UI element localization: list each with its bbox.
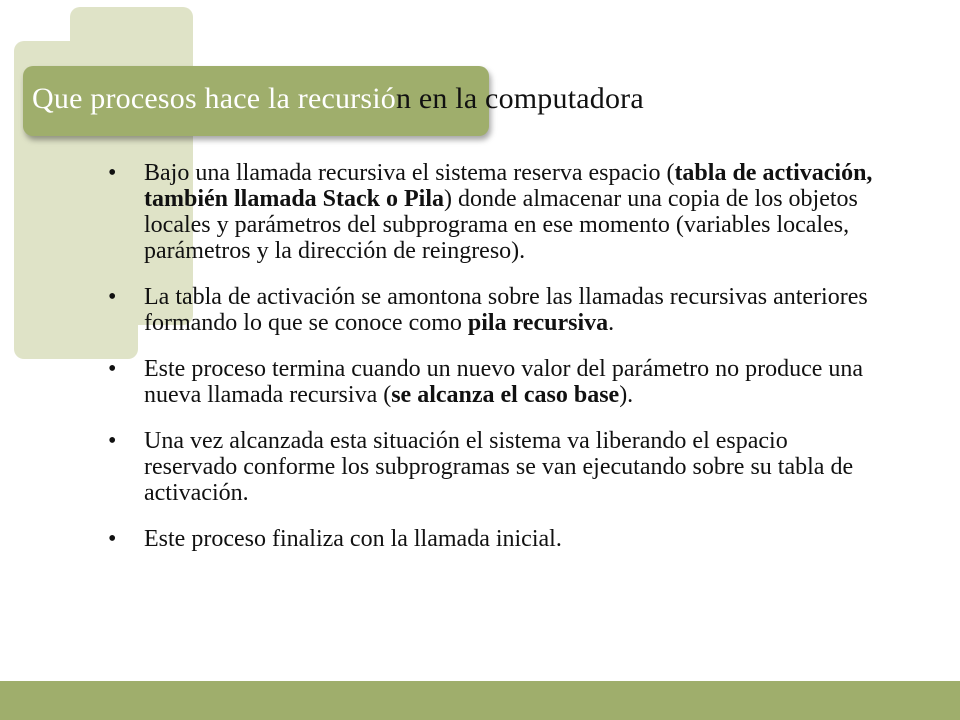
bullet-item — [108, 284, 880, 336]
bullet-text: Este proceso termina cuando un nuevo valor del parámetro no produce una nueva llamada recursiva ( — [144, 356, 864, 408]
bullet-item — [108, 356, 880, 408]
slide-title-part2: n en la computadora — [395, 82, 644, 115]
bullet-item — [108, 526, 880, 552]
slide-title — [32, 82, 644, 116]
bullet-text: ). — [619, 382, 634, 408]
bullet-list — [108, 160, 880, 572]
bullet-bold-text: se alcanza el caso base — [391, 382, 620, 408]
bullet-marker: • — [108, 284, 117, 310]
bullet-item — [108, 160, 880, 264]
bullet-bold-text: tabla de activación, también llamada Stack o Pila — [144, 160, 873, 212]
bullet-text: Bajo una llamada recursiva el sistema reserva espacio ( — [144, 160, 675, 186]
bullet-marker: • — [108, 428, 117, 454]
bullet-marker: • — [108, 356, 117, 382]
bullet-bold-text: pila recursiva — [467, 310, 609, 336]
bullet-text: Una vez alcanzada esta situación el sistema va liberando el espacio reservado conforme los subprogramas se van ejecutando sobre su tabla de activación. — [144, 428, 854, 506]
slide-title-part1: Que procesos hace la recursió — [32, 82, 396, 115]
bullet-text: La tabla de activación se amontona sobre las llamadas recursivas anteriores formando lo que se conoce como — [144, 284, 868, 336]
footer-band — [0, 681, 960, 720]
bullet-text: . — [608, 310, 615, 336]
bullet-item — [108, 428, 880, 506]
bullet-marker: • — [108, 160, 117, 186]
bullet-text: Este proceso finaliza con la llamada inicial. — [144, 526, 562, 552]
bullet-marker: • — [108, 526, 117, 552]
bullet-text: ) donde almacenar una copia de los objetos locales y parámetros del subprograma en ese momento (variables locales, parámetros y la dirección de reingreso). — [144, 186, 858, 264]
